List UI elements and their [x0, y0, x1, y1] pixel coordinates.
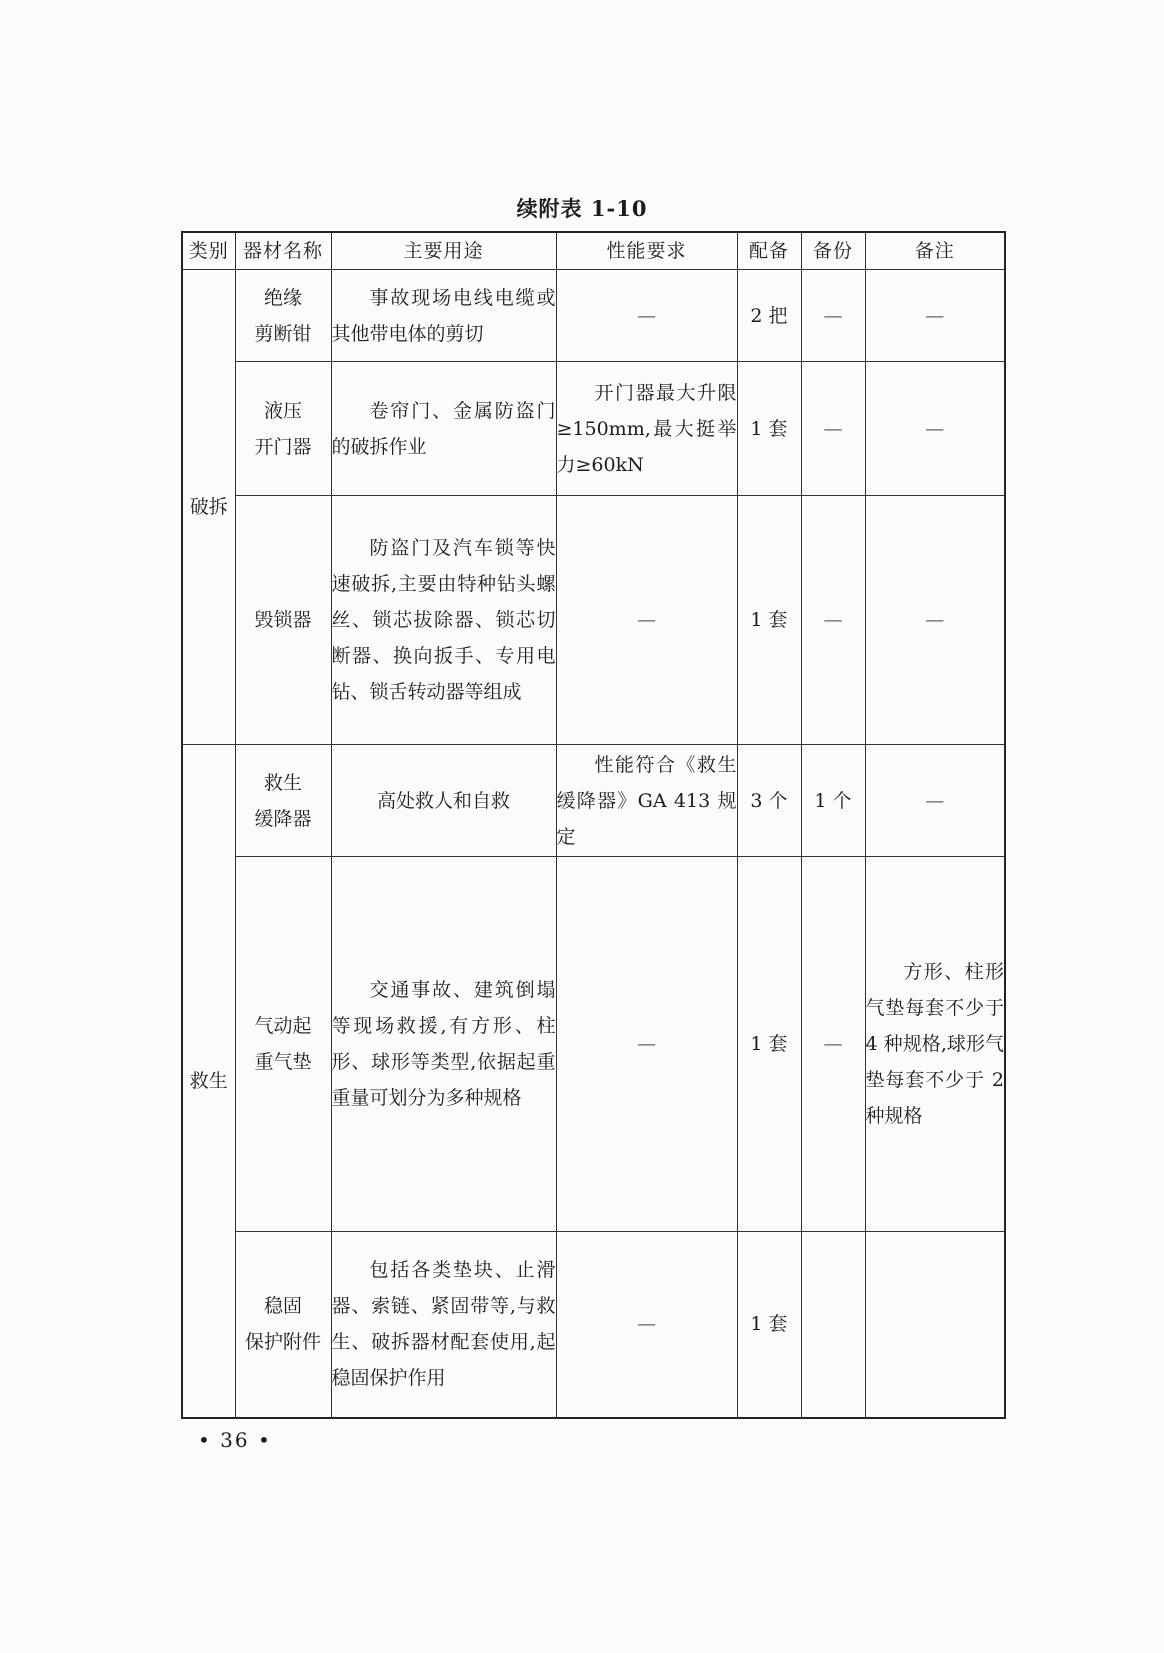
table-caption: 续附表 1-10: [516, 196, 648, 221]
equipment-remark: —: [865, 496, 1005, 745]
equipment-use: [331, 270, 556, 362]
table-row: [182, 745, 1005, 857]
header-use: 主要用途: [331, 232, 556, 270]
equipment-performance: —: [556, 857, 737, 1232]
use-text: 包括各类垫块、止滑器、索链、紧固带等,与救生、破拆器材配套使用,起稳固保护作用: [331, 1259, 556, 1390]
equipment-spare: 1 个: [801, 745, 865, 857]
equipment-config: 1 套: [737, 496, 801, 745]
equipment-name: 液压 开门器: [235, 362, 331, 496]
equipment-name: 绝缘 剪断钳: [235, 270, 331, 362]
equipment-remark: [865, 857, 1005, 1232]
header-category: 类别: [182, 232, 235, 270]
equipment-config: 2 把: [737, 270, 801, 362]
performance-text: 性能符合《救生缓降器》GA 413 规定: [556, 753, 737, 848]
header-name: 器材名称: [235, 232, 331, 270]
table-header-row: [182, 232, 1005, 270]
equipment-remark: [865, 1232, 1005, 1418]
equipment-use: [331, 496, 556, 745]
equipment-use: [331, 1232, 556, 1418]
equipment-performance: [556, 745, 737, 857]
equipment-config: 1 套: [737, 857, 801, 1232]
equipment-spare: —: [801, 270, 865, 362]
use-text: 事故现场电线电缆或其他带电体的剪切: [331, 286, 556, 345]
equipment-table: [181, 231, 1006, 1419]
equipment-config: 3 个: [737, 745, 801, 857]
equipment-config: 1 套: [737, 362, 801, 496]
equipment-performance: [556, 362, 737, 496]
equipment-performance: —: [556, 270, 737, 362]
equipment-performance: —: [556, 1232, 737, 1418]
equipment-name: 救生 缓降器: [235, 745, 331, 857]
equipment-name: 气动起 重气垫: [235, 857, 331, 1232]
equipment-spare: —: [801, 362, 865, 496]
header-config: 配备: [737, 232, 801, 270]
equipment-remark: —: [865, 362, 1005, 496]
remark-text: 方形、柱形气垫每套不少于 4 种规格,球形气垫每套不少于 2 种规格: [865, 961, 1004, 1127]
equipment-use: [331, 857, 556, 1232]
equipment-spare: —: [801, 496, 865, 745]
table-row: [182, 362, 1005, 496]
equipment-remark: —: [865, 745, 1005, 857]
use-text: 卷帘门、金属防盗门的破拆作业: [331, 399, 556, 458]
use-text: 交通事故、建筑倒塌等现场救援,有方形、柱形、球形等类型,依据起重重量可划分为多种规格: [331, 979, 556, 1109]
equipment-spare: —: [801, 857, 865, 1232]
equipment-config: 1 套: [737, 1232, 801, 1418]
category-cell: 救生: [182, 745, 235, 1418]
table-row: [182, 1232, 1005, 1418]
header-remark: 备注: [865, 232, 1005, 270]
category-cell: 破拆: [182, 270, 235, 745]
use-text: 防盗门及汽车锁等快速破拆,主要由特种钻头螺丝、锁芯拔除器、锁芯切断器、换向扳手、专用电钻、锁舌转动器等组成: [331, 537, 556, 703]
page-number: • 36 •: [198, 1428, 272, 1452]
table-row: [182, 270, 1005, 362]
equipment-performance: —: [556, 496, 737, 745]
header-spare: 备份: [801, 232, 865, 270]
header-performance: 性能要求: [556, 232, 737, 270]
equipment-name: 稳固 保护附件: [235, 1232, 331, 1418]
equipment-spare: [801, 1232, 865, 1418]
table-row: [182, 857, 1005, 1232]
equipment-use: 高处救人和自救: [331, 745, 556, 857]
equipment-use: [331, 362, 556, 496]
equipment-remark: —: [865, 270, 1005, 362]
performance-text: 开门器最大升限≥150mm,最大挺举力≥60kN: [556, 381, 737, 476]
equipment-name: 毁锁器: [235, 496, 331, 745]
table-row: [182, 496, 1005, 745]
